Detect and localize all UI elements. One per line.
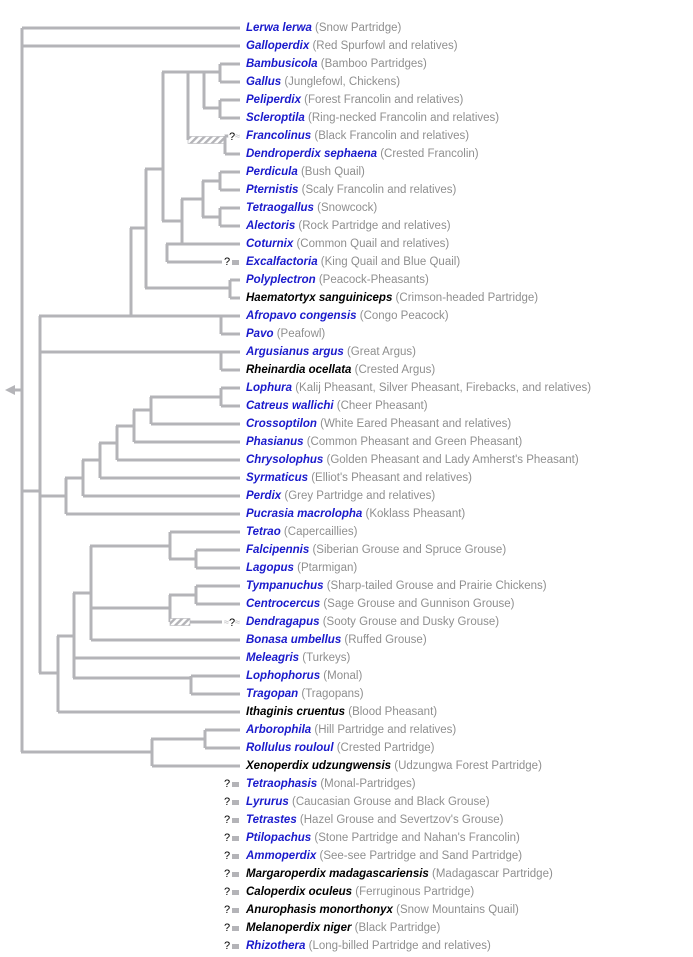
taxon-row bbox=[246, 254, 460, 270]
taxon-link[interactable]: Lyrurus bbox=[246, 796, 289, 808]
common-name: (Crimson-headed Partridge) bbox=[392, 292, 539, 304]
common-name: (Snow Mountains Quail) bbox=[392, 904, 519, 916]
taxon-name: Melanoperdix niger bbox=[246, 922, 352, 934]
taxon-row bbox=[246, 110, 499, 126]
taxon-row bbox=[246, 722, 456, 738]
taxon-row bbox=[246, 812, 503, 828]
taxon-link[interactable]: Meleagris bbox=[246, 652, 300, 664]
taxon-link[interactable]: Excalfactoria bbox=[246, 256, 318, 268]
taxon-link[interactable]: Centrocercus bbox=[246, 598, 321, 610]
common-name: (Snowcock) bbox=[313, 202, 378, 214]
common-name: (Ferruginous Partridge) bbox=[352, 886, 475, 898]
taxon-name: Xenoperdix udzungwensis bbox=[246, 760, 392, 772]
common-name: (Bamboo Partridges) bbox=[317, 58, 427, 70]
taxon-link[interactable]: Tympanuchus bbox=[246, 580, 324, 592]
uncertainty-marker: ≈?≈ bbox=[224, 617, 241, 629]
common-name: (Snow Partridge) bbox=[311, 22, 402, 34]
common-name: (Crested Partridge) bbox=[333, 742, 435, 754]
taxon-link[interactable]: Pavo bbox=[246, 328, 274, 340]
taxon-row bbox=[246, 488, 435, 504]
taxon-link[interactable]: Coturnix bbox=[246, 238, 294, 250]
taxon-row bbox=[246, 848, 522, 864]
taxon-row bbox=[246, 146, 479, 162]
common-name: (Kalij Pheasant, Silver Pheasant, Firebacks, and relatives) bbox=[292, 382, 592, 394]
common-name: (Grey Partridge and relatives) bbox=[281, 490, 436, 502]
common-name: (Hill Partridge and relatives) bbox=[311, 724, 457, 736]
taxon-row bbox=[246, 542, 506, 558]
taxon-row bbox=[246, 452, 579, 468]
uncertainty-marker: ? bbox=[224, 920, 239, 936]
uncertainty-marker: ? bbox=[224, 902, 239, 918]
taxon-link[interactable]: Lerwa lerwa bbox=[246, 22, 312, 34]
common-name: (Congo Peacock) bbox=[356, 310, 449, 322]
taxon-row bbox=[246, 794, 490, 810]
taxon-name: Haematortyx sanguiniceps bbox=[246, 292, 393, 304]
taxon-link[interactable]: Argusianus argus bbox=[246, 346, 344, 358]
common-name: (King Quail and Blue Quail) bbox=[317, 256, 461, 268]
taxon-link[interactable]: Galloperdix bbox=[246, 40, 310, 52]
taxon-row bbox=[246, 326, 325, 342]
common-name: (Black Partridge) bbox=[351, 922, 441, 934]
taxon-link[interactable]: Peliperdix bbox=[246, 94, 301, 106]
taxon-link[interactable]: Ammoperdix bbox=[246, 850, 317, 862]
taxon-link[interactable]: Alectoris bbox=[246, 220, 296, 232]
taxon-row bbox=[246, 200, 377, 216]
root-arrow-icon bbox=[5, 385, 15, 395]
common-name: (Monal) bbox=[320, 670, 363, 682]
common-name: (Great Argus) bbox=[343, 346, 416, 358]
taxon-row bbox=[246, 560, 357, 576]
taxon-row bbox=[246, 902, 519, 918]
taxon-name: Ithaginis cruentus bbox=[246, 706, 346, 718]
taxon-row bbox=[246, 776, 416, 792]
taxon-row bbox=[246, 344, 416, 360]
common-name: (Siberian Grouse and Spruce Grouse) bbox=[309, 544, 507, 556]
taxon-row bbox=[246, 416, 511, 432]
taxon-row bbox=[246, 362, 435, 378]
taxon-row bbox=[246, 434, 522, 450]
taxon-row bbox=[246, 290, 538, 306]
taxon-link[interactable]: Tetraophasis bbox=[246, 778, 318, 790]
common-name: (Caucasian Grouse and Black Grouse) bbox=[288, 796, 490, 808]
taxon-link[interactable]: Ptilopachus bbox=[246, 832, 312, 844]
taxon-link[interactable]: Tetraogallus bbox=[246, 202, 314, 214]
taxon-link[interactable]: Lagopus bbox=[246, 562, 294, 574]
taxon-name: Margaroperdix madagascariensis bbox=[246, 868, 429, 880]
taxon-link[interactable]: Perdix bbox=[246, 490, 282, 502]
taxon-name: Anurophasis monorthonyx bbox=[246, 904, 393, 916]
taxon-link[interactable]: Chrysolophus bbox=[246, 454, 324, 466]
taxon-row bbox=[246, 164, 365, 180]
taxon-link[interactable]: Scleroptila bbox=[246, 112, 305, 124]
taxon-link[interactable]: Gallus bbox=[246, 76, 282, 88]
taxon-row bbox=[246, 38, 458, 54]
uncertainty-marker: ? bbox=[224, 776, 239, 792]
common-name: (Crested Argus) bbox=[351, 364, 436, 376]
taxon-link[interactable]: Pucrasia macrolopha bbox=[246, 508, 363, 520]
taxon-row bbox=[246, 524, 357, 540]
taxon-link[interactable]: Francolinus bbox=[246, 130, 312, 142]
taxon-link[interactable]: Rollulus rouloul bbox=[246, 742, 334, 754]
uncertainty-marker: ? bbox=[224, 812, 239, 828]
taxon-row bbox=[246, 380, 591, 396]
uncertain-branch-hatch bbox=[188, 137, 225, 144]
taxon-row bbox=[246, 272, 429, 288]
taxon-row bbox=[246, 686, 364, 702]
taxon-link[interactable]: Tetrao bbox=[246, 526, 281, 538]
common-name: (Peafowl) bbox=[273, 328, 326, 340]
branch-lines bbox=[5, 28, 240, 766]
taxon-link[interactable]: Falcipennis bbox=[246, 544, 310, 556]
taxon-link[interactable]: Syrmaticus bbox=[246, 472, 309, 484]
taxon-row bbox=[246, 470, 472, 486]
taxon-row bbox=[246, 182, 456, 198]
taxon-row bbox=[246, 128, 469, 144]
taxon-row bbox=[246, 218, 451, 234]
common-name: (Monal-Partridges) bbox=[317, 778, 416, 790]
common-name: (Golden Pheasant and Lady Amherst's Pheasant) bbox=[323, 454, 579, 466]
common-name: (Koklass Pheasant) bbox=[362, 508, 466, 520]
taxon-link[interactable]: Dendroperdix sephaena bbox=[246, 148, 378, 160]
uncertainty-marker: ? bbox=[224, 938, 239, 954]
taxon-link[interactable]: Lophophorus bbox=[246, 670, 321, 682]
taxon-row bbox=[246, 506, 465, 522]
taxon-link[interactable]: Dendragapus bbox=[246, 616, 320, 628]
taxon-row bbox=[246, 866, 553, 882]
common-name: (Ptarmigan) bbox=[293, 562, 358, 574]
common-name: (Sooty Grouse and Dusky Grouse) bbox=[319, 616, 500, 628]
taxon-link[interactable]: Bonasa umbellus bbox=[246, 634, 342, 646]
common-name: (Peacock-Pheasants) bbox=[315, 274, 429, 286]
taxon-row bbox=[246, 758, 542, 774]
common-name: (Udzungwa Forest Partridge) bbox=[391, 760, 542, 772]
taxon-link[interactable]: Pternistis bbox=[246, 184, 299, 196]
taxon-link[interactable]: Polyplectron bbox=[246, 274, 316, 286]
common-name: (Long-billed Partridge and relatives) bbox=[305, 940, 491, 952]
taxon-row bbox=[246, 938, 491, 954]
common-name: (Junglefowl, Chickens) bbox=[281, 76, 401, 88]
taxon-row bbox=[246, 614, 499, 630]
taxon-row bbox=[246, 56, 427, 72]
taxon-link[interactable]: Afropavo congensis bbox=[246, 310, 357, 322]
taxon-name: Rheinardia ocellata bbox=[246, 364, 352, 376]
taxon-row bbox=[246, 884, 474, 900]
taxon-link[interactable]: Bambusicola bbox=[246, 58, 318, 70]
common-name: (Capercaillies) bbox=[280, 526, 358, 538]
taxon-row bbox=[246, 20, 401, 36]
taxon-link[interactable]: Tragopan bbox=[246, 688, 299, 700]
common-name: (Crested Francolin) bbox=[377, 148, 479, 160]
common-name: (Common Quail and relatives) bbox=[293, 238, 450, 250]
taxon-row bbox=[246, 704, 437, 720]
common-name: (Stone Partridge and Nahan's Francolin) bbox=[311, 832, 520, 844]
common-name: (Bush Quail) bbox=[297, 166, 365, 178]
taxon-row bbox=[246, 236, 449, 252]
taxon-link[interactable]: Lophura bbox=[246, 382, 292, 394]
taxon-link[interactable]: Phasianus bbox=[246, 436, 304, 448]
taxon-link[interactable]: Arborophila bbox=[246, 724, 312, 736]
common-name: (Blood Pheasant) bbox=[345, 706, 438, 718]
common-name: (Tragopans) bbox=[298, 688, 364, 700]
taxon-row bbox=[246, 74, 400, 90]
uncertainty-marker: ? bbox=[224, 866, 239, 882]
taxon-name: Caloperdix oculeus bbox=[246, 886, 353, 898]
taxon-row bbox=[246, 398, 428, 414]
taxon-row bbox=[246, 668, 362, 684]
common-name: (White Eared Pheasant and relatives) bbox=[316, 418, 512, 430]
taxon-row bbox=[246, 308, 449, 324]
common-name: (Forest Francolin and relatives) bbox=[300, 94, 464, 106]
common-name: (Cheer Pheasant) bbox=[333, 400, 428, 412]
common-name: (Rock Partridge and relatives) bbox=[295, 220, 451, 232]
common-name: (Black Francolin and relatives) bbox=[311, 130, 470, 142]
taxon-row bbox=[246, 578, 547, 594]
common-name: (Scaly Francolin and relatives) bbox=[298, 184, 457, 196]
uncertainty-marker: ? bbox=[224, 884, 239, 900]
uncertainty-marker: ? bbox=[224, 254, 239, 270]
taxon-link[interactable]: Rhizothera bbox=[246, 940, 306, 952]
uncertainty-marker: ? bbox=[224, 794, 239, 810]
common-name: (Elliot's Pheasant and relatives) bbox=[308, 472, 472, 484]
uncertainty-marker: ≈?≈ bbox=[224, 131, 241, 143]
common-name: (Sharp-tailed Grouse and Prairie Chickens) bbox=[323, 580, 547, 592]
common-name: (Hazel Grouse and Severtzov's Grouse) bbox=[296, 814, 504, 826]
uncertainty-marker: ? bbox=[224, 830, 239, 846]
common-name: (Red Spurfowl and relatives) bbox=[309, 40, 458, 52]
taxon-row bbox=[246, 650, 350, 666]
common-name: (Sage Grouse and Gunnison Grouse) bbox=[320, 598, 515, 610]
uncertainty-marker: ? bbox=[224, 848, 239, 864]
uncertain-branch-hatch bbox=[170, 619, 190, 626]
taxon-link[interactable]: Crossoptilon bbox=[246, 418, 317, 430]
taxon-row bbox=[246, 92, 463, 108]
common-name: (See-see Partridge and Sand Partridge) bbox=[316, 850, 523, 862]
taxon-link[interactable]: Tetrastes bbox=[246, 814, 297, 826]
common-name: (Common Pheasant and Green Pheasant) bbox=[303, 436, 523, 448]
common-name: (Madagascar Partridge) bbox=[428, 868, 553, 880]
taxon-row bbox=[246, 632, 427, 648]
common-name: (Turkeys) bbox=[299, 652, 351, 664]
taxon-row bbox=[246, 920, 440, 936]
taxon-link[interactable]: Catreus wallichi bbox=[246, 400, 334, 412]
common-name: (Ring-necked Francolin and relatives) bbox=[304, 112, 500, 124]
common-name: (Ruffed Grouse) bbox=[341, 634, 427, 646]
taxon-row bbox=[246, 830, 520, 846]
taxon-row bbox=[246, 740, 435, 756]
taxon-link[interactable]: Perdicula bbox=[246, 166, 298, 178]
taxon-row bbox=[246, 596, 514, 612]
